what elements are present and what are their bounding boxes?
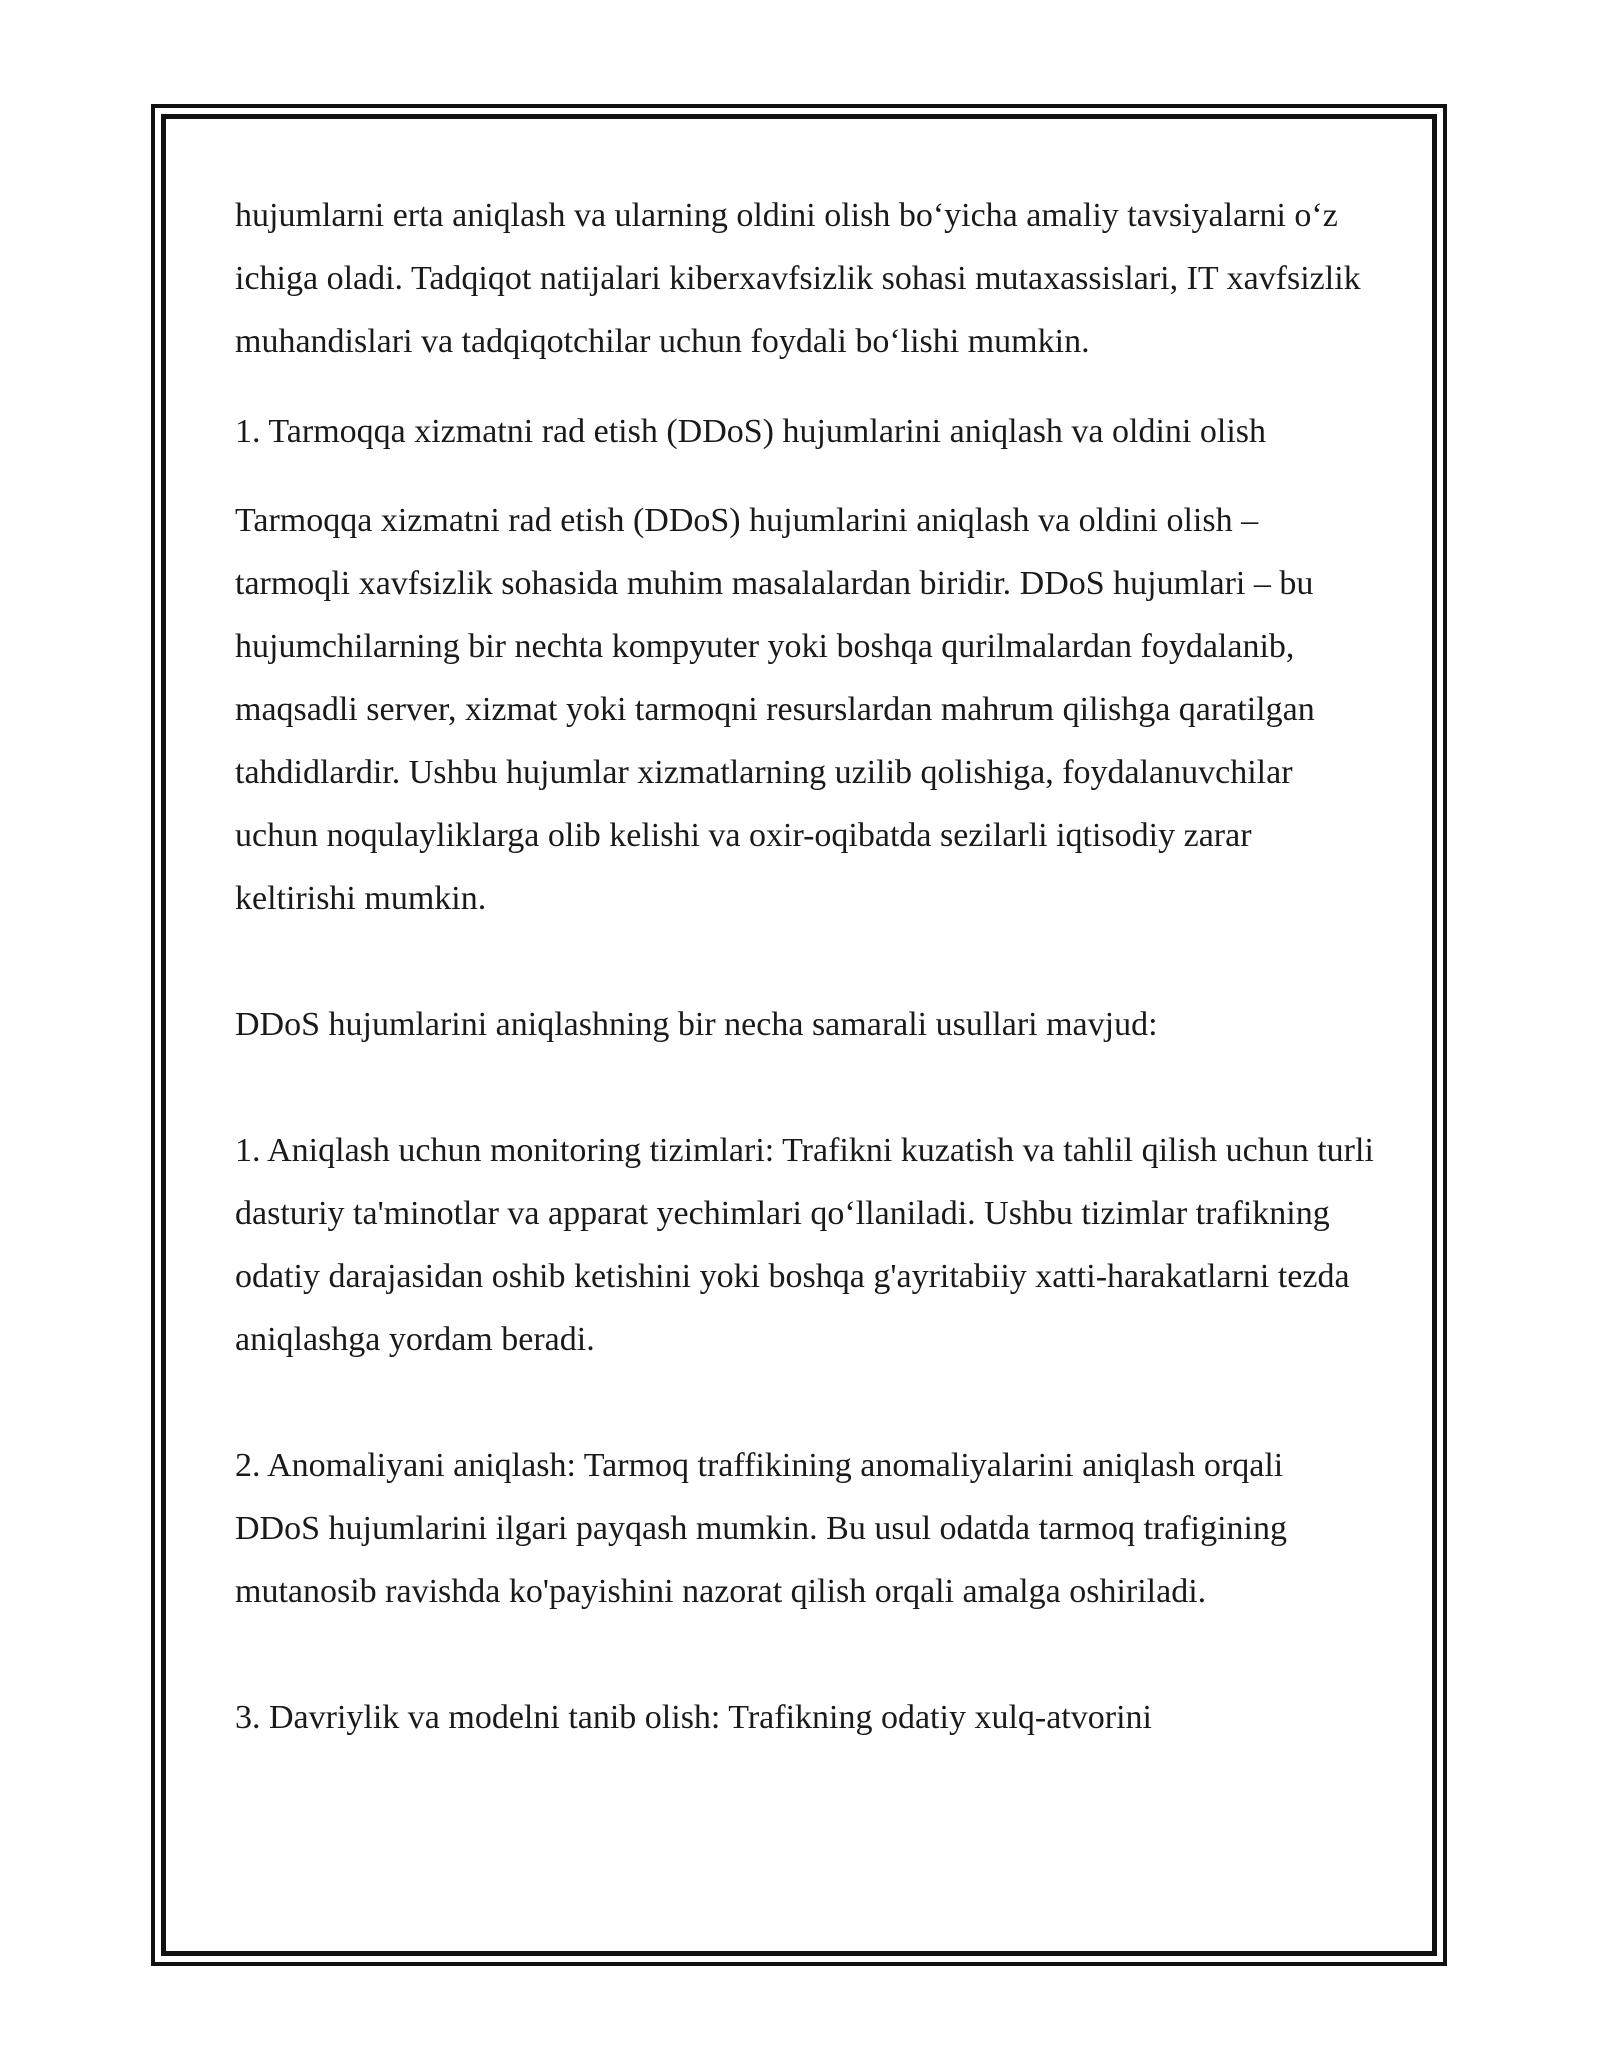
- list-item-monitoring: 1. Aniqlash uchun monitoring tizimlari: Trafikni kuzatish va tahlil qilish uchun turli dasturiy ta'minotlar va apparat yechimlari qo‘llaniladi. Ushbu tizimlar trafikning odatiy darajasidan oshib ketishini yoki boshqa g'ayritabiiy xatti-harakatlarni tezda aniqlashga yordam beradi.: [235, 1132, 1374, 1358]
- list-item-anomaly: 2. Anomaliyani aniqlash: Tarmoq traffikining anomaliyalarini aniqlash orqali DDoS hujumlarini ilgari payqash mumkin. Bu usul odatda tarmoq trafigining mutanosib ravishda ko'payishini nazorat qilish orqali amalga oshiriladi.: [235, 1447, 1287, 1610]
- paragraph-ddos-definition: Tarmoqqa xizmatni rad etish (DDoS) hujumlarini aniqlash va oldini olish – tarmoqli xavfsizlik sohasida muhim masalalardan biridir. DDoS hujumlari – bu hujumchilarning bir nechta kompyuter yoki boshqa qurilmalardan foydalanib, maqsadli server, xizmat yoki tarmoqni resurslardan mahrum qilishga qaratilgan tahdidlardir. Ushbu hujumlar xizmatlarning uzilib qolishiga, foydalanuvchilar uchun noqulayliklarga olib kelishi va oxir-oqibatda sezilarli iqtisodiy zarar keltirishi mumkin.: [235, 502, 1315, 917]
- section-heading-ddos: 1. Tarmoqqa xizmatni rad etish (DDoS) hujumlarini aniqlash va oldini olish: [235, 413, 1266, 450]
- list-item-periodicity: 3. Davriylik va modelni tanib olish: Trafikning odatiy xulq-atvorini: [235, 1699, 1152, 1736]
- paragraph-intro-continuation: hujumlarni erta aniqlash va ularning oldini olish bo‘yicha amaliy tavsiyalarni o‘z ichiga oladi. Tadqiqot natijalari kiberxavfsizlik sohasi mutaxassislari, IT xavfsizlik muhandislari va tadqiqotchilar uchun foydali bo‘lishi mumkin.: [235, 197, 1361, 360]
- paragraph-methods-intro: DDoS hujumlarini aniqlashning bir necha samarali usullari mavjud:: [235, 1006, 1158, 1043]
- document-body: [235, 184, 1375, 1749]
